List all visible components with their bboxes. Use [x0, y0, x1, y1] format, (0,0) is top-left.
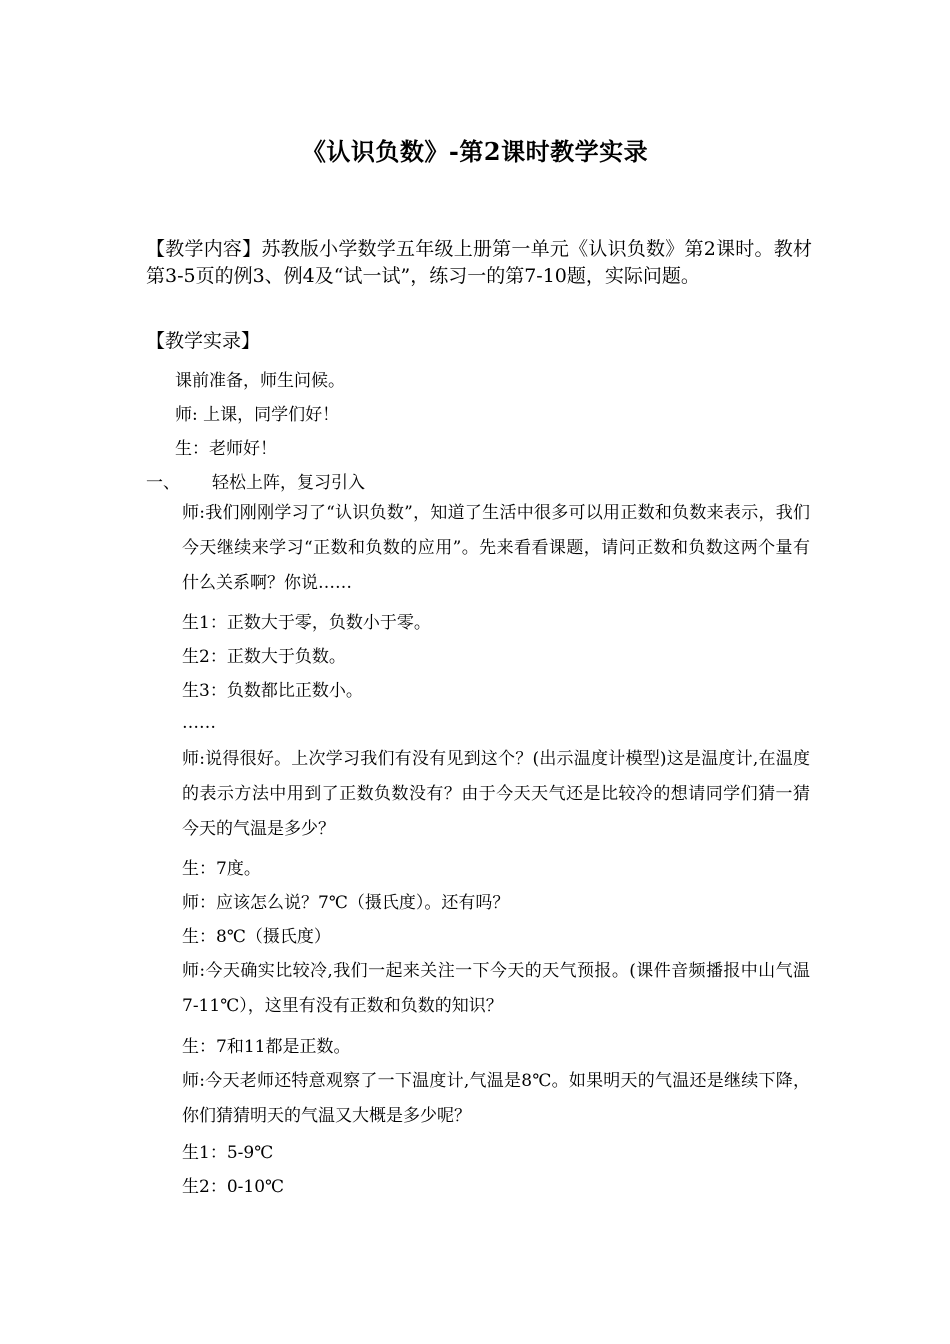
section-one-heading — [146, 468, 365, 493]
body-paragraph: 生：8℃（摄氏度） — [182, 927, 331, 947]
section-number: 一、 — [146, 473, 180, 493]
body-paragraph: 生：7度。 — [182, 859, 261, 879]
teaching-content: 【教学内容】苏教版小学数学五年级上册第一单元《认识负数》第2课时。教材第3-5页的例3、例4及“试一试”，练习一的第7-10题，实际问题。 — [146, 238, 812, 287]
body-paragraph: 生1：5-9℃ — [182, 1143, 274, 1163]
pre-line: 生：老师好！ — [175, 439, 277, 459]
body-paragraph: 师:我们刚刚学习了“认识负数”，知道了生活中很多可以用正数和负数来表示，我们今天继续来学习“正数和负数的应用”。先来看看课题，请问正数和负数这两个量有什么关系啊？你说…… — [182, 503, 810, 593]
body-paragraph: 师:今天确实比较冷,我们一起来关注一下今天的天气预报。(课件音频播报中山气温7-11℃），这里有没有正数和负数的知识？ — [182, 961, 810, 1016]
body-paragraph: 生2：0-10℃ — [182, 1177, 285, 1197]
body-paragraph: 生1：正数大于零，负数小于零。 — [182, 613, 431, 633]
body-paragraph: 生：7和11都是正数。 — [182, 1037, 351, 1057]
document-title: 《认识负数》-第2课时教学实录 — [301, 137, 649, 166]
body-paragraph: 生2：正数大于负数。 — [182, 647, 346, 667]
section-title: 轻松上阵，复习引入 — [212, 473, 365, 493]
body-paragraph: 师：应该怎么说？7℃（摄氏度）。还有吗？ — [182, 893, 510, 913]
body-paragraph: 师:今天老师还特意观察了一下温度计,气温是8℃。如果明天的气温还是继续下降，你们猜猜明天的气温又大概是多少呢？ — [182, 1071, 810, 1126]
record-heading: 【教学实录】 — [146, 330, 261, 352]
pre-line: 课前准备，师生问候。 — [175, 371, 345, 391]
pre-line: 师: 上课，同学们好！ — [175, 405, 340, 425]
body-paragraph: 生3：负数都比正数小。 — [182, 681, 363, 701]
body-paragraph: 师:说得很好。上次学习我们有没有见到这个？(出示温度计模型)这是温度计,在温度的表示方法中用到了正数负数没有？由于今天天气还是比较冷的想请同学们猜一猜今天的气温是多少？ — [182, 749, 810, 839]
body-paragraph: …… — [182, 713, 216, 733]
